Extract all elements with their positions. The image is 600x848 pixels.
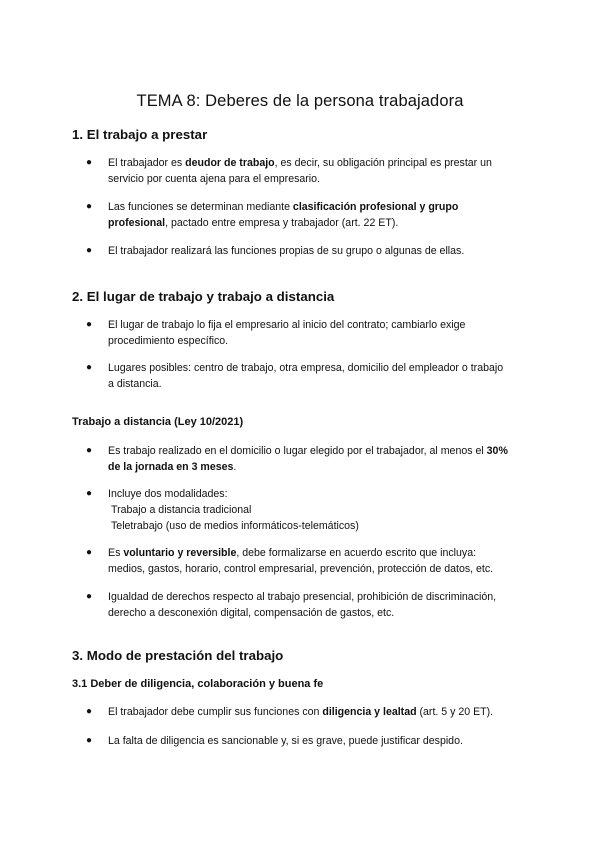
bullet-icon: ● <box>86 362 93 373</box>
list-item: ● Las funciones se determinan mediante clasificación profesional y grupo profesional, pactado entre empresa y trabajador (art. 22 ET). <box>86 201 459 229</box>
bullet-icon: ● <box>86 245 93 256</box>
subsection-telework-heading: Trabajo a distancia (Ley 10/2021) <box>72 416 244 428</box>
list-item: ● Igualdad de derechos respecto al trabajo presencial, prohibición de discriminación, derecho a desconexión digital, compensación de gastos, etc. <box>86 591 497 619</box>
document-title: TEMA 8: Deberes de la persona trabajadora <box>136 92 464 110</box>
list-item: ● El trabajador es deudor de trabajo, es decir, su obligación principal es prestar un servicio por cuenta ajena para el empresario. <box>86 157 492 185</box>
section-1-heading: 1. El trabajo a prestar <box>72 127 208 142</box>
list-item: ● Es trabajo realizado en el domicilio o lugar elegido por el trabajador, al menos el 30% de la jornada en 3 meses. <box>86 445 508 473</box>
bullet-icon: ● <box>86 591 93 602</box>
bullet-icon: ● <box>86 735 93 746</box>
list-item: ● El trabajador debe cumplir sus funciones con diligencia y lealtad (art. 5 y 20 ET). <box>86 706 494 718</box>
list-item: ● Es voluntario y reversible, debe formalizarse en acuerdo escrito que incluya: medios, gastos, horario, control empresarial, prevención, protección de datos, etc. <box>86 547 494 575</box>
list-item: ● Lugares posibles: centro de trabajo, otra empresa, domicilio del empleador o trabajo a distancia. <box>86 362 504 390</box>
list-item: ● La falta de diligencia es sancionable y, si es grave, puede justificar despido. <box>86 735 463 747</box>
bullet-icon: ● <box>86 319 93 330</box>
bullet-icon: ● <box>86 488 93 499</box>
bullet-icon: ● <box>86 706 93 717</box>
bullet-icon: ● <box>86 547 93 558</box>
bullet-icon: ● <box>86 445 93 456</box>
section-3-heading: 3. Modo de prestación del trabajo <box>72 648 284 663</box>
bullet-icon: ● <box>86 157 93 168</box>
list-item: ● Incluye dos modalidades: Trabajo a distancia tradicional Teletrabajo (uso de medios informáticos-telemáticos) <box>86 488 359 532</box>
section-2-heading: 2. El lugar de trabajo y trabajo a distancia <box>72 289 335 304</box>
list-item: ● El lugar de trabajo lo fija el empresario al inicio del contrato; cambiarlo exige procedimiento específico. <box>86 319 466 347</box>
subsection-diligence-heading: 3.1 Deber de diligencia, colaboración y buena fe <box>72 678 324 690</box>
list-item: ● El trabajador realizará las funciones propias de su grupo o algunas de ellas. <box>86 245 465 257</box>
bullet-icon: ● <box>86 201 93 212</box>
